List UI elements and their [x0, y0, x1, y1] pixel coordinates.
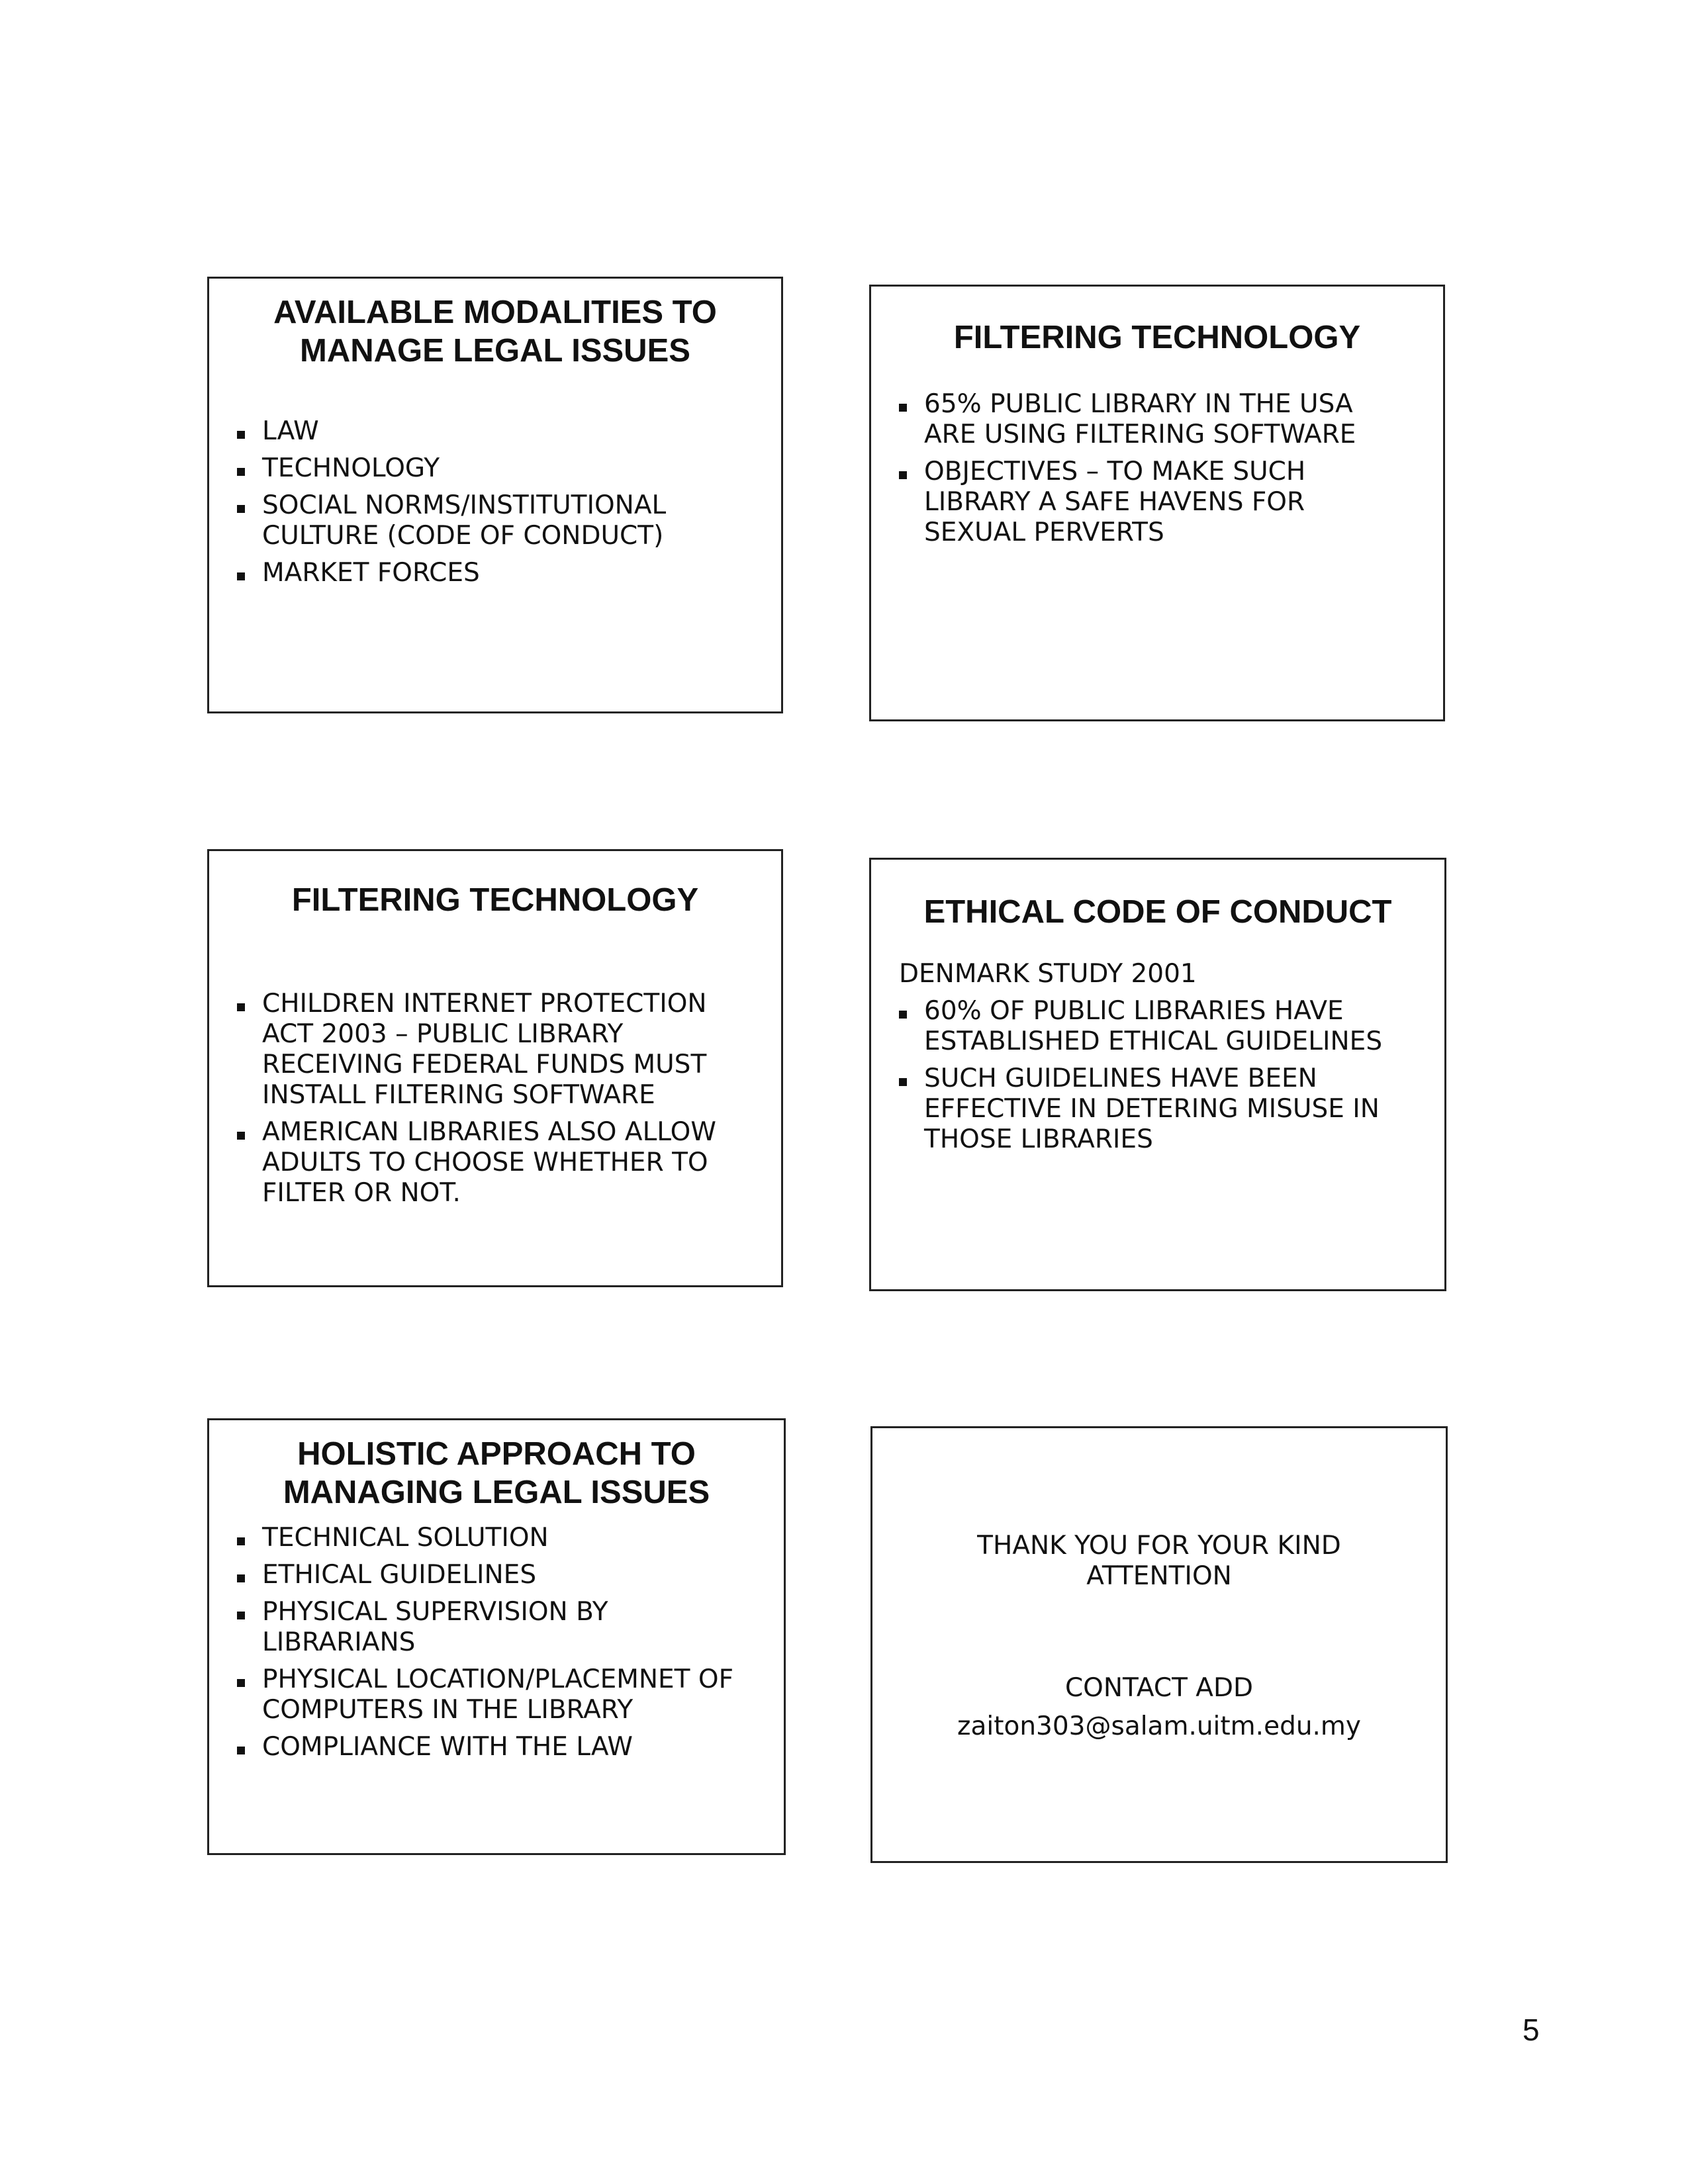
- item-line: INSTALL FILTERING SOFTWARE: [262, 1080, 655, 1110]
- slide-available-modalities: [207, 277, 783, 713]
- item-line: ACT 2003 – PUBLIC LIBRARY: [262, 1019, 624, 1049]
- list-item: [236, 416, 768, 447]
- item-line: CHILDREN INTERNET PROTECTION: [262, 989, 707, 1019]
- item-line: THOSE LIBRARIES: [924, 1124, 1153, 1154]
- list-item: [236, 453, 768, 484]
- list-item: [236, 1523, 771, 1553]
- list-item: [898, 1064, 1431, 1155]
- thank-you-line: THANK YOU FOR YOUR KIND: [977, 1531, 1341, 1561]
- list-item: [236, 490, 768, 551]
- bullet-list: [236, 416, 768, 595]
- item-line: COMPUTERS IN THE LIBRARY: [262, 1695, 633, 1725]
- item-line: SUCH GUIDELINES HAVE BEEN: [924, 1064, 1317, 1093]
- item-line: PHYSICAL LOCATION/PLACEMNET OF: [262, 1664, 734, 1694]
- bullet-list: [236, 1523, 771, 1769]
- item-line: MARKET FORCES: [262, 558, 480, 588]
- slide-filtering-technology-1: [869, 285, 1445, 721]
- slide-title: [222, 881, 768, 919]
- slide-intro: DENMARK STUDY 2001: [899, 959, 1197, 989]
- item-line: TECHNOLOGY: [262, 453, 440, 483]
- thank-you-line: ATTENTION: [1086, 1561, 1232, 1591]
- list-item: [236, 1664, 771, 1725]
- bullet-list: [898, 389, 1430, 555]
- slide-holistic-approach: [207, 1418, 786, 1855]
- title-line: MANAGING LEGAL ISSUES: [283, 1475, 710, 1510]
- item-line: AMERICAN LIBRARIES ALSO ALLOW: [262, 1117, 716, 1147]
- slide-title: [884, 318, 1430, 357]
- slide-thank-you: [870, 1426, 1448, 1863]
- item-line: TECHNICAL SOLUTION: [262, 1523, 549, 1553]
- item-line: ARE USING FILTERING SOFTWARE: [924, 420, 1356, 449]
- item-line: ADULTS TO CHOOSE WHETHER TO: [262, 1148, 708, 1177]
- list-item: [236, 1560, 771, 1590]
- title-line: FILTERING TECHNOLOGY: [953, 320, 1361, 355]
- bullet-list: [236, 989, 768, 1215]
- item-line: COMPLIANCE WITH THE LAW: [262, 1732, 633, 1762]
- contact-block: [886, 1673, 1432, 1742]
- list-item: [898, 389, 1430, 450]
- slide-title: [222, 1435, 771, 1512]
- slide-filtering-technology-2: [207, 849, 783, 1287]
- title-line: MANAGE LEGAL ISSUES: [300, 333, 690, 369]
- slide-title: [884, 893, 1431, 931]
- item-line: LAW: [262, 416, 319, 446]
- item-line: ESTABLISHED ETHICAL GUIDELINES: [924, 1026, 1383, 1056]
- list-item: [236, 1597, 771, 1658]
- list-item: [236, 1732, 771, 1762]
- title-line: ETHICAL CODE OF CONDUCT: [923, 894, 1392, 930]
- list-item: [236, 989, 768, 1111]
- item-line: EFFECTIVE IN DETERING MISUSE IN: [924, 1094, 1380, 1124]
- item-line: LIBRARY A SAFE HAVENS FOR: [924, 487, 1305, 517]
- item-line: CULTURE (CODE OF CONDUCT): [262, 521, 664, 551]
- item-line: SOCIAL NORMS/INSTITUTIONAL: [262, 490, 667, 520]
- slide-title: [222, 293, 768, 370]
- item-line: FILTER OR NOT.: [262, 1178, 461, 1208]
- title-line: HOLISTIC APPROACH TO: [297, 1436, 696, 1472]
- item-line: OBJECTIVES – TO MAKE SUCH: [924, 457, 1306, 486]
- list-item: [898, 996, 1431, 1057]
- slide-ethical-code-of-conduct: [869, 858, 1446, 1291]
- list-item: [898, 457, 1430, 548]
- list-item: [236, 1117, 768, 1208]
- item-line: 65% PUBLIC LIBRARY IN THE USA: [924, 389, 1353, 419]
- item-line: RECEIVING FEDERAL FUNDS MUST: [262, 1050, 707, 1079]
- contact-email: zaiton303@salam.uitm.edu.my: [957, 1711, 1362, 1741]
- contact-label: CONTACT ADD: [1064, 1673, 1254, 1703]
- item-line: PHYSICAL SUPERVISION BY: [262, 1597, 608, 1627]
- item-line: ETHICAL GUIDELINES: [262, 1560, 537, 1590]
- list-item: [236, 558, 768, 588]
- item-line: 60% OF PUBLIC LIBRARIES HAVE: [924, 996, 1344, 1026]
- title-line: FILTERING TECHNOLOGY: [291, 882, 699, 918]
- item-line: SEXUAL PERVERTS: [924, 518, 1164, 547]
- title-line: AVAILABLE MODALITIES TO: [273, 295, 717, 330]
- item-line: LIBRARIANS: [262, 1627, 416, 1657]
- bullet-list: [898, 996, 1431, 1161]
- page-number: 5: [1523, 2013, 1540, 2047]
- thank-you-message: [886, 1531, 1432, 1592]
